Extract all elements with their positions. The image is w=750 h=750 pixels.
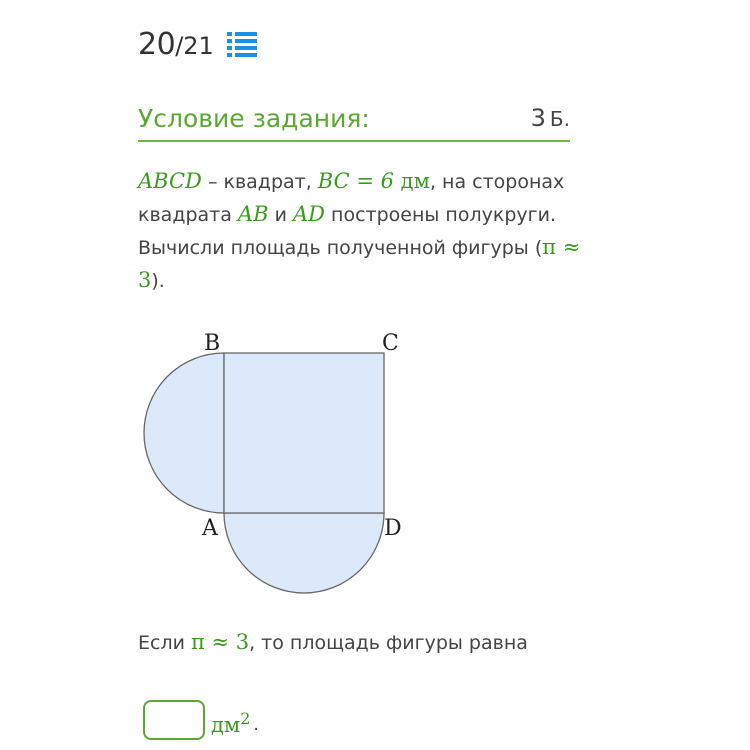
answer-unit-exponent: 2 [240, 709, 251, 728]
math-side-unit: дм [394, 169, 430, 193]
points-unit: Б. [549, 107, 570, 131]
geometry-figure [138, 322, 428, 607]
task-text-close: ). [151, 270, 165, 292]
square-abcd [224, 353, 384, 513]
task-header [138, 96, 570, 142]
math-square-name: ABCD [138, 169, 202, 193]
vertex-label-d: D [384, 516, 402, 541]
math-side-equation: BC = 6 [317, 169, 394, 193]
task-text-sides: , на сторонах квадрата [138, 171, 565, 226]
answer-trailing-dot: . [253, 714, 259, 735]
answer-row [143, 700, 259, 740]
math-side-ab: AB [237, 202, 269, 226]
question-suffix: , то площадь фигуры равна [249, 632, 528, 654]
answer-unit [211, 704, 250, 740]
semicircle-ab [144, 353, 224, 513]
question-pi-approx: π ≈ 3 [190, 630, 250, 654]
task-statement [138, 165, 588, 297]
answer-input[interactable] [143, 700, 205, 740]
question-prefix: Если [138, 632, 191, 654]
task-text-and: и [268, 204, 293, 226]
list-icon[interactable] [227, 31, 257, 57]
counter-separator: / [175, 32, 184, 60]
figure-svg [138, 322, 428, 607]
semicircle-ad [224, 513, 384, 593]
task-counter [138, 24, 257, 64]
task-text-dash: – квадрат, [201, 171, 318, 193]
points-badge [531, 104, 570, 132]
task-text-built: построены полукруги. Вычисли площадь полученной фигуры ( [138, 204, 557, 259]
vertex-label-b: B [204, 331, 221, 356]
current-task-number: 20 [138, 26, 176, 62]
question-text [138, 630, 528, 654]
condition-heading: Условие задания: [138, 103, 370, 133]
math-side-ad: AD [292, 202, 325, 226]
answer-unit-base: дм [211, 713, 241, 737]
vertex-label-a: A [202, 516, 218, 541]
total-tasks-number: 21 [183, 32, 214, 60]
math-pi-approx: π ≈ 3 [138, 235, 581, 292]
points-value: 3 [530, 104, 546, 132]
vertex-label-c: C [382, 331, 399, 356]
